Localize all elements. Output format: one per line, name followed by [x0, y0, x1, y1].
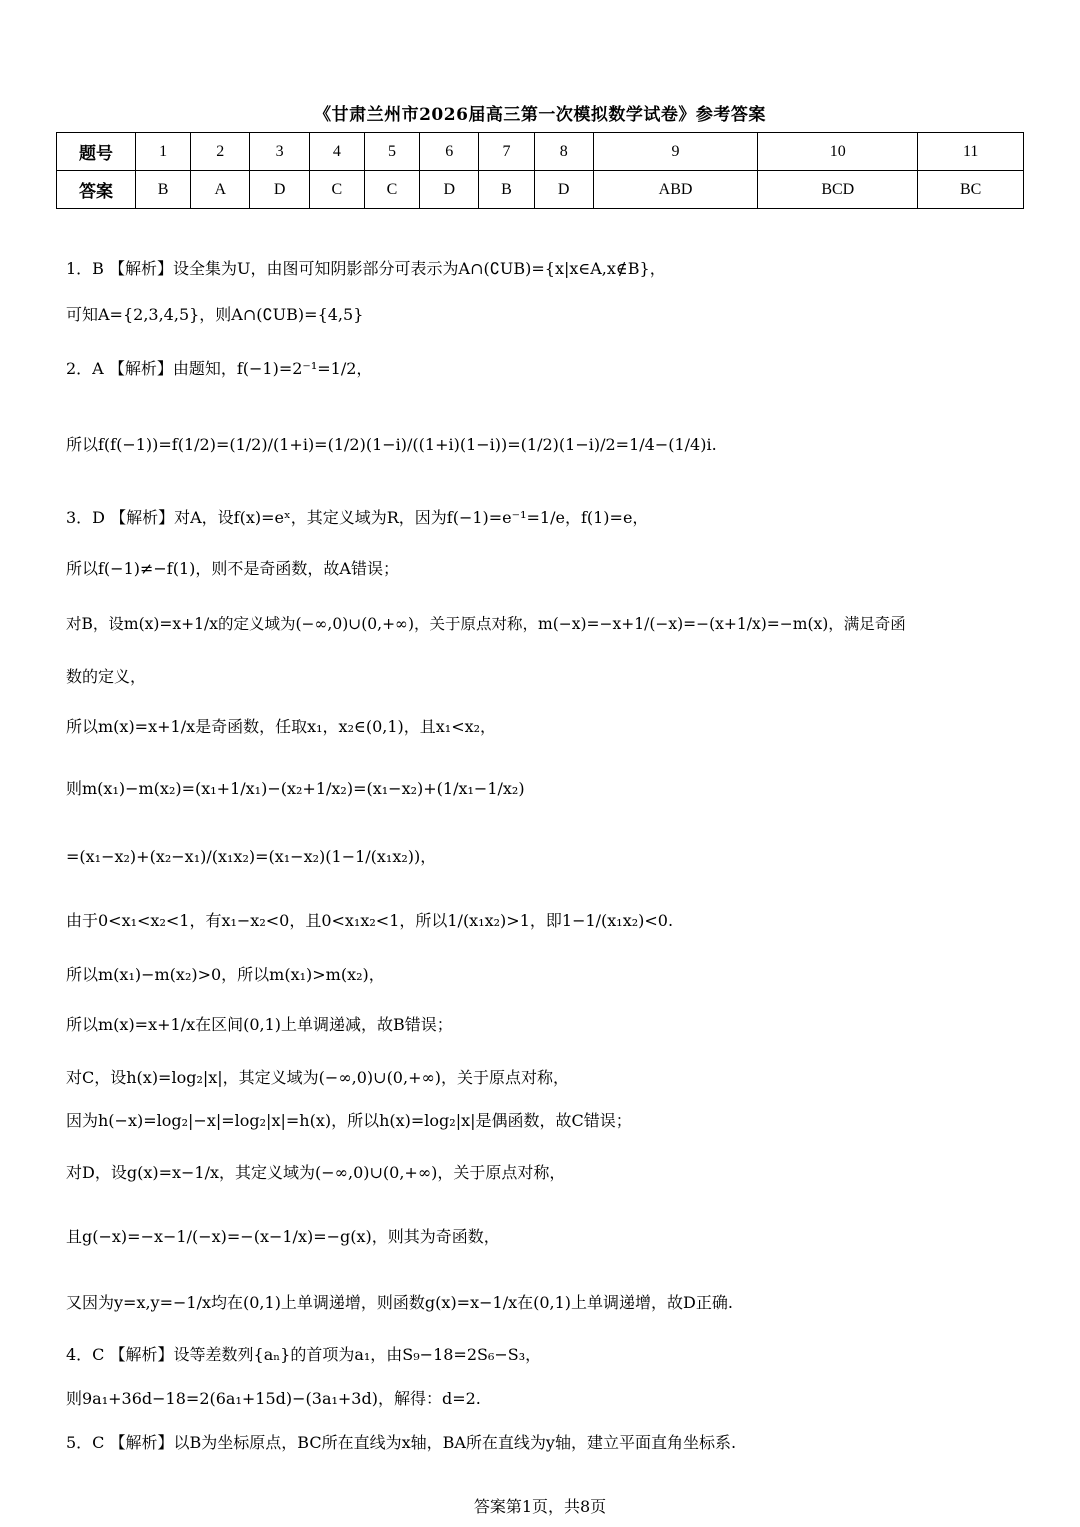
solution-line: 1．B 【解析】设全集为U，由图可知阴影部分可表示为A∩(∁UB)={x|x∈A,x∉B}，: [66, 259, 666, 278]
question-number: 5: [364, 133, 419, 171]
question-number: 6: [420, 133, 479, 171]
table-row: [57, 171, 1024, 209]
answer-table: [56, 132, 1024, 209]
solution-line: 5．C 【解析】以B为坐标原点，BC所在直线为x轴，BA所在直线为y轴，建立平面直角坐标系.: [66, 1433, 737, 1452]
solution-line: 所以f(f(−1))=f(1/2)=(1/2)/(1+i)=(1/2)(1−i)/((1+i)(1−i))=(1/2)(1−i)/2=1/4−(1/4)i.: [66, 435, 717, 454]
solution-line: 则9a₁+36d−18=2(6a₁+15d)−(3a₁+3d)，解得：d=2.: [66, 1389, 481, 1408]
answer-cell: BC: [918, 171, 1024, 209]
solution-line: 4．C 【解析】设等差数列{aₙ}的首项为a₁，由S₉−18=2S₆−S₃，: [66, 1345, 542, 1364]
question-number: 2: [191, 133, 250, 171]
solution-line: 可知A={2,3,4,5}，则A∩(∁UB)={4,5}: [66, 305, 364, 324]
answer-cell: B: [479, 171, 534, 209]
question-number: 7: [479, 133, 534, 171]
question-number: 10: [758, 133, 918, 171]
solution-line: 3．D 【解析】对A，设f(x)=eˣ，其定义域为R，因为f(−1)=e⁻¹=1/e，f(1)=e，: [66, 508, 649, 527]
page-footer: 答案第1页，共8页: [473, 1497, 607, 1516]
question-number: 4: [309, 133, 364, 171]
solution-line: 对C，设h(x)=log₂|x|，其定义域为(−∞,0)∪(0,+∞)，关于原点对称，: [66, 1068, 570, 1087]
solution-line: 所以m(x)=x+1/x是奇函数，任取x₁，x₂∈(0,1)，且x₁<x₂，: [66, 717, 497, 736]
answer-cell: D: [420, 171, 479, 209]
question-number: 3: [250, 133, 309, 171]
question-number: 9: [593, 133, 757, 171]
solution-line: 所以f(−1)≠−f(1)，则不是奇函数，故A错误；: [66, 559, 399, 578]
answer-header: 答案: [57, 171, 136, 209]
solution-line: 又因为y=x,y=−1/x均在(0,1)上单调递增，则函数g(x)=x−1/x在(0,1)上单调递增，故D正确.: [66, 1293, 733, 1312]
answer-cell: D: [250, 171, 309, 209]
question-number-header: 题号: [57, 133, 136, 171]
solution-line: 对D，设g(x)=x−1/x，其定义域为(−∞,0)∪(0,+∞)，关于原点对称，: [66, 1163, 566, 1182]
question-number: 11: [918, 133, 1024, 171]
solution-line: 所以m(x₁)−m(x₂)>0，所以m(x₁)>m(x₂)，: [66, 965, 385, 984]
solution-line: 由于0<x₁<x₂<1，有x₁−x₂<0，且0<x₁x₂<1，所以1/(x₁x₂)>1，即1−1/(x₁x₂)<0.: [66, 911, 674, 930]
answer-cell: ABD: [593, 171, 757, 209]
page-title: 《甘肃兰州市2026届高三第一次模拟数学试卷》参考答案: [314, 105, 766, 125]
answer-cell: D: [534, 171, 593, 209]
answer-cell: BCD: [758, 171, 918, 209]
answer-cell: C: [364, 171, 419, 209]
solution-line: 则m(x₁)−m(x₂)=(x₁+1/x₁)−(x₂+1/x₂)=(x₁−x₂)+(1/x₁−1/x₂): [66, 779, 525, 798]
answer-cell: C: [309, 171, 364, 209]
question-number: 1: [136, 133, 191, 171]
solution-line: 所以m(x)=x+1/x在区间(0,1)上单调递减，故B错误；: [66, 1015, 453, 1034]
solution-line: 因为h(−x)=log₂|−x|=log₂|x|=h(x)，所以h(x)=log₂|x|是偶函数，故C错误；: [66, 1111, 632, 1130]
question-number: 8: [534, 133, 593, 171]
answer-cell: B: [136, 171, 191, 209]
solution-line: 数的定义，: [66, 667, 147, 686]
answer-cell: A: [191, 171, 250, 209]
solution-line: 2．A 【解析】由题知，f(−1)=2⁻¹=1/2，: [66, 359, 373, 378]
solution-line: 对B，设m(x)=x+1/x的定义域为(−∞,0)∪(0,+∞)，关于原点对称，m(−x)=−x+1/(−x)=−(x+1/x)=−m(x)，满足奇函: [66, 615, 906, 633]
solution-line: =(x₁−x₂)+(x₂−x₁)/(x₁x₂)=(x₁−x₂)(1−1/(x₁x₂))，: [66, 847, 437, 866]
solution-line: 且g(−x)=−x−1/(−x)=−(x−1/x)=−g(x)，则其为奇函数，: [66, 1227, 500, 1246]
table-row: [57, 133, 1024, 171]
